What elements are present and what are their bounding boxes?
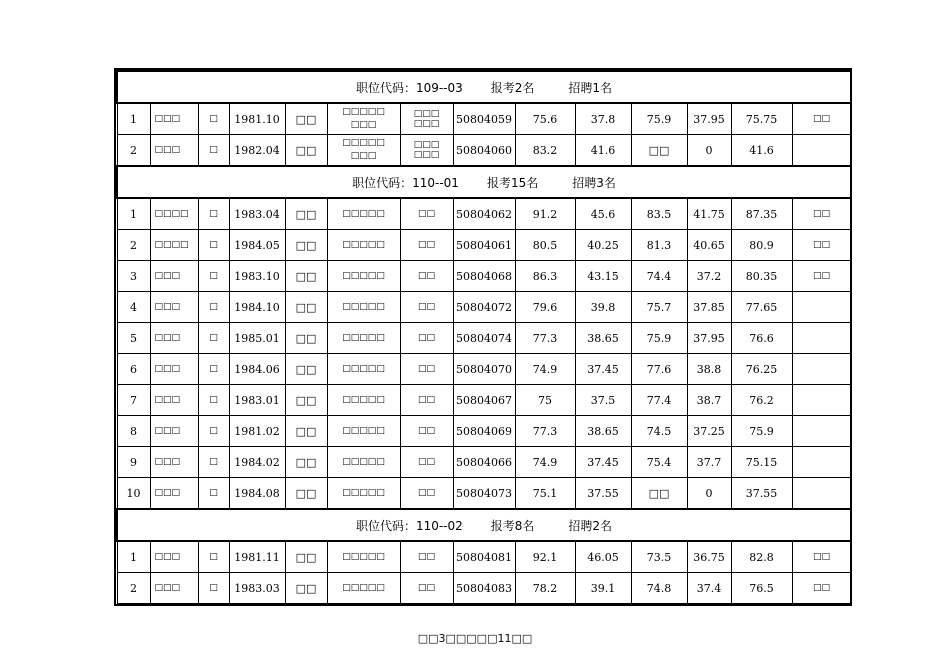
written-cell: 74.9 [515, 354, 575, 385]
interview-half-cell: 38.7 [687, 385, 731, 416]
edu-cell [327, 261, 400, 292]
edu-cell [327, 135, 400, 167]
written-cell: 75.6 [515, 103, 575, 135]
birth-cell: 1983.03 [229, 573, 285, 604]
major-cell [400, 323, 453, 354]
name-cell: □□□□ [150, 198, 198, 230]
ticket-cell: 50804083 [453, 573, 515, 604]
interview-cell: 75.4 [631, 447, 687, 478]
no-cell: 9 [117, 447, 150, 478]
name-cell: □□□ [150, 573, 198, 604]
edu-cell [327, 230, 400, 261]
edu-line1: □□□□□ [342, 138, 385, 148]
no-cell: 1 [117, 198, 150, 230]
edu-line1: □□□□□ [342, 301, 385, 312]
edu-line1: □□□□□ [342, 363, 385, 374]
sex-cell: □ [198, 103, 229, 135]
major-cell [400, 230, 453, 261]
name-cell: □□□ [150, 541, 198, 573]
edu-line2: □□□ [350, 151, 377, 161]
written-half-cell: 37.45 [575, 354, 631, 385]
position-header-row [117, 166, 851, 198]
name-cell: □□□ [150, 416, 198, 447]
degree-cell: □□ [285, 354, 327, 385]
written-cell: 83.2 [515, 135, 575, 167]
major-line1: □□ [417, 488, 435, 498]
ticket-cell: 50804067 [453, 385, 515, 416]
written-cell: 75.1 [515, 478, 575, 510]
name-cell: □□□ [150, 323, 198, 354]
edu-cell [327, 385, 400, 416]
position-header-row [117, 509, 851, 541]
written-half-cell: 37.45 [575, 447, 631, 478]
birth-cell: 1981.11 [229, 541, 285, 573]
no-cell: 1 [117, 541, 150, 573]
degree-cell: □□ [285, 230, 327, 261]
major-line1: □□ [417, 364, 435, 374]
remark-cell: □□ [792, 573, 851, 604]
sex-cell: □ [198, 573, 229, 604]
sex-cell: □ [198, 354, 229, 385]
table-row [117, 198, 851, 230]
total-cell: 37.55 [731, 478, 792, 510]
remark-cell: □□ [792, 230, 851, 261]
major-cell [400, 292, 453, 323]
table-row [117, 323, 851, 354]
birth-cell: 1985.01 [229, 323, 285, 354]
name-cell: □□□ [150, 135, 198, 167]
birth-cell: 1983.10 [229, 261, 285, 292]
sex-cell: □ [198, 323, 229, 354]
edu-line1: □□□□□ [342, 239, 385, 250]
table-row [117, 478, 851, 510]
major-line2: □□□ [413, 119, 440, 129]
total-cell: 75.9 [731, 416, 792, 447]
table-row [117, 261, 851, 292]
remark-cell: □□ [792, 261, 851, 292]
interview-half-cell: 37.4 [687, 573, 731, 604]
total-cell: 80.35 [731, 261, 792, 292]
no-cell: 4 [117, 292, 150, 323]
degree-cell: □□ [285, 447, 327, 478]
total-cell: 82.8 [731, 541, 792, 573]
interview-cell: 75.7 [631, 292, 687, 323]
written-half-cell: 46.05 [575, 541, 631, 573]
written-cell: 86.3 [515, 261, 575, 292]
interview-cell: □□ [631, 478, 687, 510]
remark-cell [792, 135, 851, 167]
no-cell: 3 [117, 261, 150, 292]
position-hire: 招聘3名 [572, 175, 616, 190]
ticket-cell: 50804062 [453, 198, 515, 230]
table-row [117, 103, 851, 135]
no-cell: 1 [117, 103, 150, 135]
written-cell: 79.6 [515, 292, 575, 323]
written-half-cell: 41.6 [575, 135, 631, 167]
no-cell: 5 [117, 323, 150, 354]
major-cell [400, 261, 453, 292]
birth-cell: 1984.02 [229, 447, 285, 478]
interview-cell: 74.8 [631, 573, 687, 604]
written-cell: 92.1 [515, 541, 575, 573]
results-sheet [116, 70, 850, 604]
degree-cell: □□ [285, 198, 327, 230]
degree-cell: □□ [285, 385, 327, 416]
edu-cell [327, 573, 400, 604]
birth-cell: 1984.08 [229, 478, 285, 510]
degree-cell: □□ [285, 292, 327, 323]
interview-cell: 73.5 [631, 541, 687, 573]
sex-cell: □ [198, 135, 229, 167]
degree-cell: □□ [285, 323, 327, 354]
table-row [117, 541, 851, 573]
edu-cell [327, 478, 400, 510]
table-row [117, 385, 851, 416]
interview-cell: 75.9 [631, 103, 687, 135]
interview-cell: 74.4 [631, 261, 687, 292]
total-cell: 77.65 [731, 292, 792, 323]
written-half-cell: 37.8 [575, 103, 631, 135]
written-cell: 91.2 [515, 198, 575, 230]
degree-cell: □□ [285, 573, 327, 604]
position-hire: 招聘1名 [568, 80, 613, 95]
degree-cell: □□ [285, 261, 327, 292]
edu-cell [327, 198, 400, 230]
interview-cell: 83.5 [631, 198, 687, 230]
table-row [117, 292, 851, 323]
interview-cell: 77.4 [631, 385, 687, 416]
birth-cell: 1984.06 [229, 354, 285, 385]
ticket-cell: 50804066 [453, 447, 515, 478]
sex-cell: □ [198, 478, 229, 510]
total-cell: 75.15 [731, 447, 792, 478]
major-line1: □□ [417, 552, 435, 562]
sex-cell: □ [198, 198, 229, 230]
no-cell: 10 [117, 478, 150, 510]
written-half-cell: 39.1 [575, 573, 631, 604]
birth-cell: 1982.04 [229, 135, 285, 167]
remark-cell: □□ [792, 198, 851, 230]
position-header [117, 166, 851, 198]
interview-half-cell: 37.2 [687, 261, 731, 292]
no-cell: 2 [117, 573, 150, 604]
sex-cell: □ [198, 292, 229, 323]
major-line1: □□ [417, 271, 435, 281]
remark-cell [792, 385, 851, 416]
interview-half-cell: 37.85 [687, 292, 731, 323]
total-cell: 76.6 [731, 323, 792, 354]
major-line1: □□ [417, 209, 435, 219]
written-half-cell: 38.65 [575, 323, 631, 354]
total-cell: 76.5 [731, 573, 792, 604]
written-half-cell: 40.25 [575, 230, 631, 261]
total-cell: 80.9 [731, 230, 792, 261]
written-half-cell: 45.6 [575, 198, 631, 230]
total-cell: 75.75 [731, 103, 792, 135]
degree-cell: □□ [285, 541, 327, 573]
major-line1: □□ [417, 583, 435, 593]
no-cell: 7 [117, 385, 150, 416]
major-line1: □□□ [413, 109, 440, 119]
ticket-cell: 50804061 [453, 230, 515, 261]
edu-line1: □□□□□ [342, 394, 385, 405]
name-cell: □□□□ [150, 230, 198, 261]
major-cell [400, 385, 453, 416]
interview-half-cell: 36.75 [687, 541, 731, 573]
major-cell [400, 541, 453, 573]
name-cell: □□□ [150, 292, 198, 323]
interview-cell: 81.3 [631, 230, 687, 261]
interview-half-cell: 37.7 [687, 447, 731, 478]
ticket-cell: 50804068 [453, 261, 515, 292]
written-cell: 78.2 [515, 573, 575, 604]
major-line1: □□ [417, 395, 435, 405]
edu-cell [327, 323, 400, 354]
edu-line1: □□□□□ [342, 270, 385, 281]
ticket-cell: 50804069 [453, 416, 515, 447]
birth-cell: 1984.10 [229, 292, 285, 323]
position-applicants: 报考2名 [490, 80, 535, 95]
interview-cell: □□ [631, 135, 687, 167]
major-line2: □□□ [413, 150, 440, 160]
position-header [117, 509, 851, 541]
major-cell [400, 354, 453, 385]
edu-cell [327, 292, 400, 323]
degree-cell: □□ [285, 478, 327, 510]
sex-cell: □ [198, 416, 229, 447]
name-cell: □□□ [150, 385, 198, 416]
table-row [117, 135, 851, 167]
written-cell: 77.3 [515, 323, 575, 354]
written-cell: 80.5 [515, 230, 575, 261]
major-line1: □□ [417, 240, 435, 250]
sex-cell: □ [198, 230, 229, 261]
major-line1: □□ [417, 457, 435, 467]
written-cell: 75 [515, 385, 575, 416]
total-cell: 87.35 [731, 198, 792, 230]
remark-cell: □□ [792, 103, 851, 135]
position-code: 职位代码：109--03 [355, 80, 463, 95]
interview-cell: 77.6 [631, 354, 687, 385]
remark-cell [792, 354, 851, 385]
remark-cell [792, 478, 851, 510]
major-line1: □□ [417, 426, 435, 436]
edu-cell [327, 541, 400, 573]
table-row [117, 416, 851, 447]
ticket-cell: 50804072 [453, 292, 515, 323]
written-half-cell: 39.8 [575, 292, 631, 323]
written-half-cell: 43.15 [575, 261, 631, 292]
position-header [117, 71, 851, 103]
remark-cell [792, 447, 851, 478]
ticket-cell: 50804081 [453, 541, 515, 573]
edu-line1: □□□□□ [342, 425, 385, 436]
interview-half-cell: 41.75 [687, 198, 731, 230]
position-applicants: 报考8名 [490, 518, 535, 533]
written-cell: 77.3 [515, 416, 575, 447]
edu-line1: □□□□□ [342, 456, 385, 467]
ticket-cell: 50804074 [453, 323, 515, 354]
birth-cell: 1983.01 [229, 385, 285, 416]
ticket-cell: 50804073 [453, 478, 515, 510]
edu-line1: □□□□□ [342, 551, 385, 562]
position-applicants: 报考15名 [486, 175, 539, 190]
position-code: 职位代码：110--02 [355, 518, 463, 533]
name-cell: □□□ [150, 354, 198, 385]
interview-half-cell: 37.25 [687, 416, 731, 447]
no-cell: 6 [117, 354, 150, 385]
position-hire: 招聘2名 [568, 518, 613, 533]
name-cell: □□□ [150, 478, 198, 510]
written-half-cell: 37.55 [575, 478, 631, 510]
written-cell: 74.9 [515, 447, 575, 478]
edu-line1: □□□□□ [342, 208, 385, 219]
edu-line1: □□□□□ [342, 107, 385, 117]
name-cell: □□□ [150, 261, 198, 292]
interview-half-cell: 0 [687, 135, 731, 167]
interview-half-cell: 0 [687, 478, 731, 510]
edu-line1: □□□□□ [342, 582, 385, 593]
edu-cell [327, 103, 400, 135]
major-cell [400, 135, 453, 167]
interview-half-cell: 40.65 [687, 230, 731, 261]
table-row [117, 573, 851, 604]
remark-cell [792, 416, 851, 447]
major-line1: □□ [417, 333, 435, 343]
ticket-cell: 50804070 [453, 354, 515, 385]
degree-cell: □□ [285, 416, 327, 447]
sex-cell: □ [198, 261, 229, 292]
interview-half-cell: 37.95 [687, 323, 731, 354]
sex-cell: □ [198, 447, 229, 478]
name-cell: □□□ [150, 447, 198, 478]
no-cell: 2 [117, 230, 150, 261]
no-cell: 2 [117, 135, 150, 167]
edu-line2: □□□ [350, 120, 377, 130]
ticket-cell: 50804059 [453, 103, 515, 135]
ticket-cell: 50804060 [453, 135, 515, 167]
name-cell: □□□ [150, 103, 198, 135]
degree-cell: □□ [285, 135, 327, 167]
interview-half-cell: 37.95 [687, 103, 731, 135]
major-cell [400, 416, 453, 447]
interview-cell: 75.9 [631, 323, 687, 354]
no-cell: 8 [117, 416, 150, 447]
major-cell [400, 198, 453, 230]
remark-cell [792, 292, 851, 323]
edu-cell [327, 447, 400, 478]
table-row [117, 230, 851, 261]
results-table [116, 70, 852, 604]
total-cell: 41.6 [731, 135, 792, 167]
interview-cell: 74.5 [631, 416, 687, 447]
position-header-row [117, 71, 851, 103]
major-cell [400, 478, 453, 510]
major-cell [400, 573, 453, 604]
table-row [117, 354, 851, 385]
edu-line1: □□□□□ [342, 487, 385, 498]
major-line1: □□□ [413, 140, 440, 150]
sex-cell: □ [198, 541, 229, 573]
written-half-cell: 38.65 [575, 416, 631, 447]
table-row [117, 447, 851, 478]
remark-cell: □□ [792, 541, 851, 573]
interview-half-cell: 38.8 [687, 354, 731, 385]
edu-line1: □□□□□ [342, 332, 385, 343]
degree-cell: □□ [285, 103, 327, 135]
page-footer: □□3□□□□□11□□ [417, 632, 533, 645]
birth-cell: 1981.10 [229, 103, 285, 135]
written-half-cell: 37.5 [575, 385, 631, 416]
major-line1: □□ [417, 302, 435, 312]
edu-cell [327, 416, 400, 447]
birth-cell: 1984.05 [229, 230, 285, 261]
total-cell: 76.25 [731, 354, 792, 385]
birth-cell: 1983.04 [229, 198, 285, 230]
edu-cell [327, 354, 400, 385]
remark-cell [792, 323, 851, 354]
major-cell [400, 103, 453, 135]
major-cell [400, 447, 453, 478]
sex-cell: □ [198, 385, 229, 416]
position-code: 职位代码：110--01 [352, 175, 459, 190]
total-cell: 76.2 [731, 385, 792, 416]
birth-cell: 1981.02 [229, 416, 285, 447]
